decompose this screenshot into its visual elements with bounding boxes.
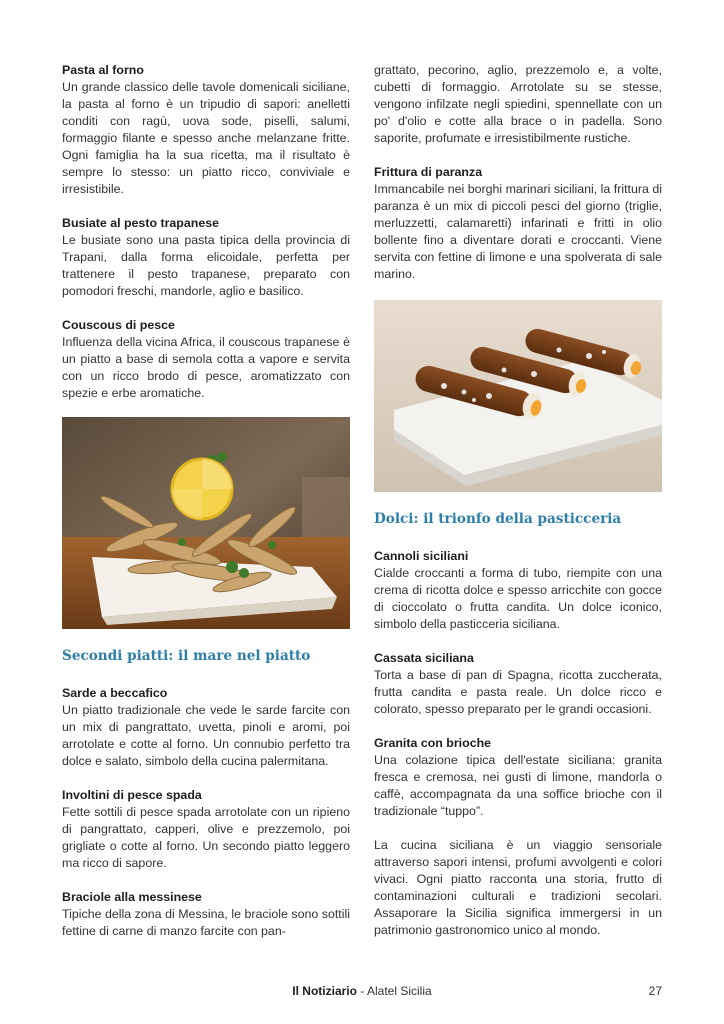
dish-text: Cialde croccanti a forma di tubo, riempite con una crema di ricotta dolce e spesso arricchite con gocce di cioccolato o frutta candita. Un dolce iconico, simbolo della pasticceria siciliana. xyxy=(374,566,662,631)
page-number: 27 xyxy=(648,984,662,998)
right-column xyxy=(374,62,662,939)
dish-title: Braciole alla messinese xyxy=(62,890,202,904)
dish-title: Sarde a beccafico xyxy=(62,686,168,700)
dish-title: Granita con brioche xyxy=(374,736,492,750)
dish-text: Tipiche della zona di Messina, le braciole sono sottili fettine di carne di manzo farcite con pan- xyxy=(62,907,350,938)
footer-brand: Il Notiziario xyxy=(292,984,357,998)
fried-fish-photo xyxy=(62,417,350,629)
dish-granita xyxy=(374,735,662,820)
closing-text: La cucina siciliana è un viaggio sensoriale attraverso sapori intensi, profumi avvolgenti e colori vivaci. Ogni piatto racconta una storia, frutto di contaminazioni culturali e tradizioni secolari. Assaporare la Sicilia significa immergersi in un patrimonio gastronomico unico al mondo. xyxy=(374,838,662,937)
closing-paragraph xyxy=(374,837,662,939)
dish-braciole xyxy=(62,889,350,940)
dish-cannoli xyxy=(374,548,662,633)
dish-text: Immancabile nei borghi marinari siciliani, la frittura di paranza è un mix di piccoli pesci del giorno (triglie, merluzzetti, calamaretti) infarinati e fritti in olio bollente fino a diventare dorati e croccanti. Viene servita con fettine di limone e una spolverata di sale marino. xyxy=(374,182,662,281)
cannoli-photo xyxy=(374,300,662,492)
dish-frittura xyxy=(374,164,662,283)
section-title-dolci: Dolci: il trionfo della pasticceria xyxy=(374,511,622,527)
dish-involtini xyxy=(62,787,350,872)
dish-title: Cassata siciliana xyxy=(374,651,474,665)
dish-title: Pasta al forno xyxy=(62,63,144,77)
dish-text: Le busiate sono una pasta tipica della provincia di Trapani, dalla forma elicoidale, perfetta per trattenere il pesto trapanese, preparato con pomodori freschi, mandorle, aglio e basilico. xyxy=(62,233,350,298)
dish-couscous xyxy=(62,317,350,402)
braciole-continuation xyxy=(374,62,662,147)
dish-pasta-al-forno xyxy=(62,62,350,198)
dish-title: Busiate al pesto trapanese xyxy=(62,216,220,230)
section-title-secondi: Secondi piatti: il mare nel piatto xyxy=(62,648,311,664)
dish-text: Torta a base di pan di Spagna, ricotta zuccherata, frutta candita e pasta reale. Un dolce ricco e colorato, spesso preparato per le grandi occasioni. xyxy=(374,668,662,716)
dish-title: Frittura di paranza xyxy=(374,165,483,179)
dish-text: Una colazione tipica dell'estate siciliana: granita fresca e cremosa, nei gusti di limone, mandorla o caffè, accompagnata da una soffice brioche con il tradizionale “tuppo”. xyxy=(374,753,662,818)
dish-text: Un piatto tradizionale che vede le sarde farcite con un mix di pangrattato, uvetta, pinoli e aromi, poi arrotolate e cotte al forno. Un connubio perfetto tra dolce e salato, simbolo della cucina palermitana. xyxy=(62,703,350,768)
dish-text: Un grande classico delle tavole domenicali siciliane, la pasta al forno è un tripudio di sapori: anelletti conditi con ragù, uova sode, piselli, salumi, formaggio filante e spesso anche melanzane fritte. Ogni famiglia ha la sua ricetta, ma il risultato è sempre lo stesso: un piatto ricco, conviviale e irresistibile. xyxy=(62,80,350,196)
dish-cassata xyxy=(374,650,662,718)
dish-title: Cannoli siciliani xyxy=(374,549,469,563)
dish-text: Fette sottili di pesce spada arrotolate con un ripieno di pangrattato, capperi, olive e prezzemolo, poi grigliate o cotte al forno. Un secondo piatto leggero ma ricco di sapore. xyxy=(62,805,350,870)
dish-busiate xyxy=(62,215,350,300)
dish-title: Couscous di pesce xyxy=(62,318,175,332)
page-footer xyxy=(0,984,724,998)
dish-text: grattato, pecorino, aglio, prezzemolo e, a volte, cubetti di formaggio. Arrotolate su se stesse, vengono infilzate negli spiedini, spennellate con un po' d'olio e cotte alla brace o in padella. Sono saporite, profumate e irresistibilmente rustiche. xyxy=(374,63,662,145)
left-column xyxy=(62,62,350,957)
dish-sarde xyxy=(62,685,350,770)
footer-subtitle: Alatel Sicilia xyxy=(366,984,432,998)
dish-text: Influenza della vicina Africa, il couscous trapanese è un piatto a base di semola cotta a vapore e servita con un ricco brodo di pesce, aromatizzato con spezie e erbe aromatiche. xyxy=(62,335,350,400)
dish-title: Involtini di pesce spada xyxy=(62,788,202,802)
footer-separator: - xyxy=(356,984,367,998)
